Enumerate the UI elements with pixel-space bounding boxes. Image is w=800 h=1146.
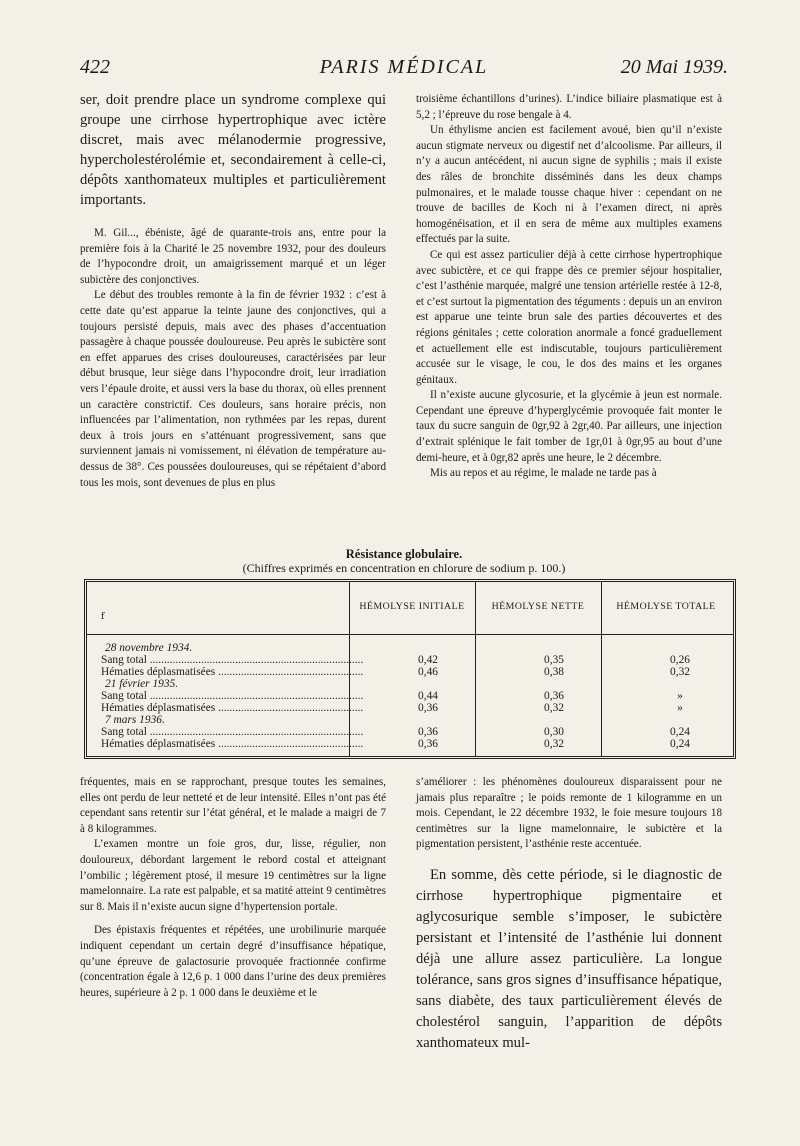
summary-paragraph: En somme, dès cette période, si le diagnostic de cirrhose hypertrophique pigmentaire et aglycosurique semble s’imposer, le subictère persistant et l’intensité de l’asthénie lui donnent déjà une allure assez particulière. La longue tolérance, sans gros signes d’insuffisance hépatique, sans diabète, des taux particulièrement élevés de cholestérol sanguin, l’apparition de dépôts xanthomateux mul- xyxy=(416,866,722,1051)
row-label: 21 février 1935. xyxy=(105,678,179,690)
header-rule xyxy=(87,634,733,635)
cell-nette: 0,32 xyxy=(544,702,564,714)
page-number: 422 xyxy=(80,56,110,78)
paragraph: fréquentes, mais en se rapprochant, presque toutes les semaines, elles ont perdu de leur netteté et de leur intensité. Elles n’ont pas été cependant sans retentir sur l’état général, et le malade a maigri de 7 à 8 kilogrammes. xyxy=(80,776,386,835)
table-row xyxy=(101,678,725,690)
cell-totale: » xyxy=(677,702,683,714)
case-paragraph: M. Gil..., ébéniste, âgé de quarante-trois ans, entre pour la première fois à la Charité le 25 novembre 1932, pour des douleurs de l’hypocondre droit, un amaigrissement marqué et un léger subictère des conjonctives. xyxy=(80,227,386,286)
row-label: Hématies déplasmatisées ..... xyxy=(101,702,363,714)
exam-paragraph: L’examen montre un foie gros, dur, lisse, régulier, non douloureux, débordant largement le rebord costal et atteignant l’ombilic ; légèrement ptosé, il mesure 19 centimètres sur la ligne mamelonnaire. La rate est palpable, et sa matité atteint 9 centimètres sur 8. Mais il n’existe aucun signe d’hypertension portale. xyxy=(80,838,386,913)
journal-title: PARIS MÉDICAL xyxy=(319,56,489,78)
table-row xyxy=(101,654,725,666)
table-subtitle: (Chiffres exprimés en concentration en chlorure de sodium p. 100.) xyxy=(242,561,566,575)
table-row xyxy=(101,690,725,702)
paragraph: Mis au repos et au régime, le malade ne tarde pas à xyxy=(430,467,657,480)
cell-totale: » xyxy=(677,690,683,702)
paragraph: s’améliorer : les phénomènes douloureux disparaissent pour ne jamais plus reparaître ; le poids remonte de 1 kilogramme en un mois. Cependant, le 22 décembre 1932, le foie mesure toujours 18 centimètres sur la ligne mamelonnaire, le subictère et la pigmentation persistent, l’asthénie reste accentuée. xyxy=(416,776,722,851)
paragraph: Un éthylisme ancien est facilement avoué, bien qu’il n’existe aucun stigmate nerveux ou digestif net d’alcoolisme. Par ailleurs, il n’y a aucun antécédent, ni aucun signe de syphilis ; mais il existe des râles de bronchite disséminés dans les deux champs pulmonaires, et le malade tousse chaque hiver : cependant on ne trouve de bacilles de Koch ni à l’examen direct, ni après homogénéisation, et il en sera de même aux multiples examens effectués par la suite. xyxy=(416,124,722,246)
cell-totale: 0,26 xyxy=(670,654,690,666)
cell-initiale: 0,36 xyxy=(418,726,438,738)
row-label: Hématies déplasmatisées ..... xyxy=(101,738,363,750)
right-column-top xyxy=(416,92,722,482)
row-label: Sang total ..... xyxy=(101,690,363,702)
table-row xyxy=(101,642,725,654)
table-row xyxy=(101,738,725,750)
cell-nette: 0,36 xyxy=(544,690,564,702)
row-label: Sang total ..... xyxy=(101,654,363,666)
column-header: HÉMOLYSE NETTE xyxy=(491,601,585,612)
paragraph: Il n’existe aucune glycosurie, et la glycémie à jeun est normale. Cependant une épreuve d’hyperglycémie provoquée fait monter le taux du sucre sanguin de 0gr,92 à 2gr,40. Par ailleurs, une injection d’extrait splénique le fait tomber de 1gr,01 à 0gr,95 au bout d’une demi-heure, et à 0gr,82 après une heure, le 2 décembre. xyxy=(416,389,722,464)
row-label: 7 mars 1936. xyxy=(105,714,165,726)
table-row xyxy=(101,702,725,714)
row-label: Hématies déplasmatisées ..... xyxy=(101,666,363,678)
column-header: HÉMOLYSE TOTALE xyxy=(616,601,716,612)
left-column-bottom xyxy=(80,775,386,1001)
cell-initiale: 0,36 xyxy=(418,738,438,750)
table-row xyxy=(101,726,725,738)
cell-totale: 0,24 xyxy=(670,726,690,738)
corner-mark: f xyxy=(101,612,105,622)
table-title: Résistance globulaire. xyxy=(345,547,463,561)
row-label: Sang total ..... xyxy=(101,726,363,738)
cell-initiale: 0,42 xyxy=(418,654,438,666)
right-column-bottom xyxy=(416,775,722,1054)
intro-paragraph: ser, doit prendre place un syndrome complexe qui groupe une cirrhose hypertrophique avec ictère discret, mais avec mélanodermie progressive, hypercholestérolémie et, secondairement à celle-ci, dépôts xanthomateux multiples et particulièrement importants. xyxy=(80,92,386,208)
paragraph: Ce qui est assez particulier déjà à cette cirrhose hypertrophique avec subictère, et ce qui frappe dès ce premier séjour hospitalier, c’est l’asthénie marquée, malgré une tension artérielle restée à 12-8, et c’est surtout la pigmentation des téguments : depuis un an environ est apparue une teinte brun sale des parties découvertes et des régions génitales ; cette coloration anormale a foncé graduellement et actuellement elle est indiscutable, toujours particulièrement accusée sur le visage, le cou, le dos des mains et les organes génitaux. xyxy=(416,248,722,386)
resistance-table xyxy=(84,579,736,759)
paragraph: Des épistaxis fréquentes et répétées, une urobilinurie marquée indiquent cependant un certain degré d’insuffisance hépatique, qu’une épreuve de galactosurie provoquée fractionnée confirme (concentration égale à 12,6 p. 1 000 dans l’urine des deux premières heures, supérieure à 2 p. 1 000 dans le deuxième et le xyxy=(80,924,386,999)
cell-nette: 0,38 xyxy=(544,666,564,678)
cell-initiale: 0,44 xyxy=(418,690,438,702)
cell-nette: 0,30 xyxy=(544,726,564,738)
cell-nette: 0,35 xyxy=(544,654,564,666)
row-label: 28 novembre 1934. xyxy=(105,642,193,654)
paragraph: troisième échantillons d’urines). L’indice biliaire plasmatique est à 5,2 ; l’épreuve du rose bengale à 4. xyxy=(416,93,722,121)
issue-date: 20 Mai 1939. xyxy=(620,56,728,78)
column-header: HÉMOLYSE INITIALE xyxy=(359,601,465,612)
cell-totale: 0,24 xyxy=(670,738,690,750)
cell-totale: 0,32 xyxy=(670,666,690,678)
running-header xyxy=(80,56,728,86)
cell-nette: 0,32 xyxy=(544,738,564,750)
cell-initiale: 0,46 xyxy=(418,666,438,678)
cell-initiale: 0,36 xyxy=(418,702,438,714)
table-row xyxy=(101,666,725,678)
left-column-top xyxy=(80,90,386,491)
history-paragraph: Le début des troubles remonte à la fin de février 1932 : c’est à cette date qu’est apparue la teinte jaune des conjonctives, qui a toujours persisté depuis, mais avec des phases d’accentuation passagère à chaque poussée douloureuse. Peu après le subictère sont en effet apparues des crises douloureuses, caractérisées par leur début brusque, leur siège dans l’hypocondre droit, leur irradiation vers l’épaule droite, et aussi vers la base du thorax, où elles prennent un caractère constrictif. Ces douleurs, sans horaire précis, non influencées par l’alimentation, non rythmées par les repas, durent deux à trois jours en s’atténuant progressivement, sans que surviennent jamais ni vomissement, ni élévation de température au-dessus de 38°. Ces poussées douloureuses, qui se répétaient d’abord tous les mois, sont devenues de plus en plus xyxy=(80,289,386,489)
table-row xyxy=(101,714,725,726)
